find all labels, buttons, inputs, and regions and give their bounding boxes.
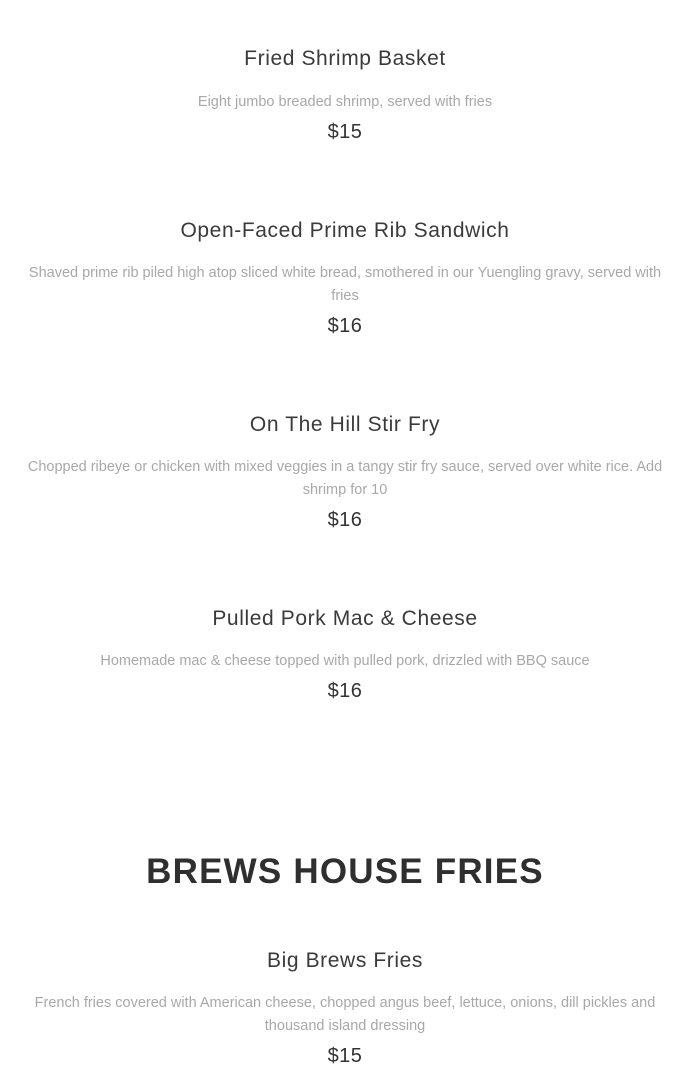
- item-name: Fried Shrimp Basket: [244, 47, 446, 70]
- item-name: Pulled Pork Mac & Cheese: [212, 607, 478, 630]
- item-description: Shaved prime rib piled high atop sliced white bread, smothered in our Yuengling gravy, served with fries: [28, 265, 662, 304]
- item-name: On The Hill Stir Fry: [249, 413, 441, 436]
- section-heading: BREWS HOUSE FRIES: [146, 852, 544, 891]
- menu-item: [0, 605, 690, 705]
- menu-item: [0, 947, 690, 1070]
- item-price: $16: [327, 680, 363, 702]
- item-price: $15: [327, 1045, 363, 1067]
- item-price: $16: [327, 509, 363, 531]
- item-description: Eight jumbo breaded shrimp, served with fries: [197, 94, 493, 110]
- menu-item: [0, 411, 690, 534]
- item-name: Big Brews Fries: [266, 949, 424, 972]
- item-name: Open-Faced Prime Rib Sandwich: [180, 219, 510, 242]
- menu-item: [0, 217, 690, 340]
- menu-item: [0, 45, 690, 146]
- item-description: Chopped ribeye or chicken with mixed veggies in a tangy stir fry sauce, served over white rice. Add shrimp for 10: [27, 459, 663, 498]
- item-price: $16: [327, 315, 363, 337]
- item-description: French fries covered with American cheese, chopped angus beef, lettuce, onions, dill pickles and thousand island dressing: [34, 995, 656, 1034]
- item-price: $15: [327, 121, 363, 143]
- item-description: Homemade mac & cheese topped with pulled pork, drizzled with BBQ sauce: [100, 653, 590, 669]
